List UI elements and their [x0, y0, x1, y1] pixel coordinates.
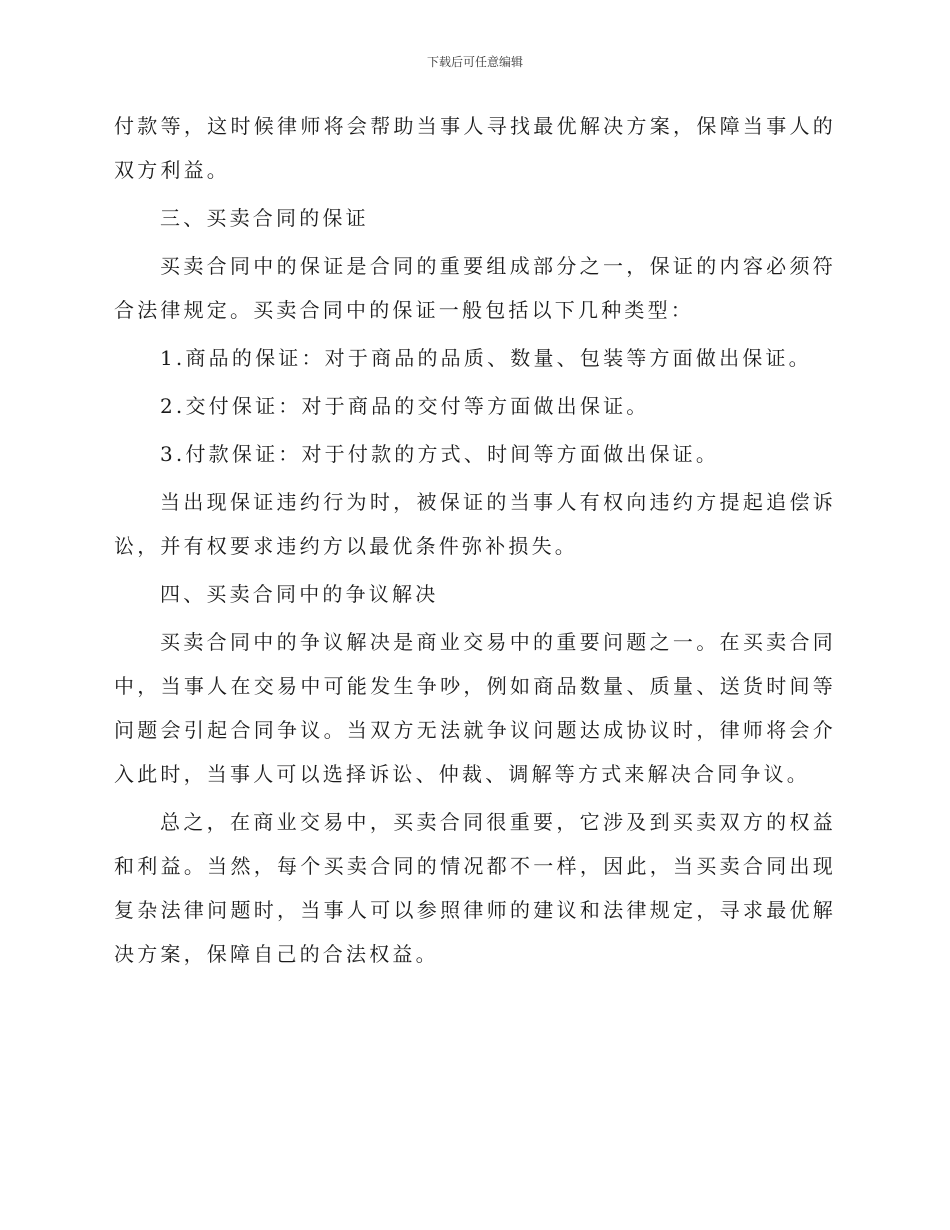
- paragraph-continuation: 付款等，这时候律师将会帮助当事人寻找最优解决方案，保障当事人的双方利益。: [114, 114, 836, 182]
- page-header: 下载后可任意编辑: [426, 55, 523, 69]
- paragraph-breach: 当出现保证违约行为时，被保证的当事人有权向违约方提起追偿诉讼，并有权要求违约方以最优条件弥补损失。: [114, 490, 836, 558]
- paragraph-conclusion: 总之，在商业交易中，买卖合同很重要，它涉及到买卖双方的权益和利益。当然，每个买卖合同的情况都不一样，因此，当买卖合同出现复杂法律问题时，当事人可以参照律师的建议和法律规定，寻求最优解决方案，保障自己的合法权益。: [114, 810, 836, 966]
- section-heading-dispute: 四、买卖合同中的争议解决: [160, 582, 439, 606]
- paragraph-dispute: 买卖合同中的争议解决是商业交易中的重要问题之一。在买卖合同中，当事人在交易中可能发生争吵，例如商品数量、质量、送货时间等问题会引起合同争议。当双方无法就争议问题达成协议时，律师将会介入此时，当事人可以选择诉讼、仲裁、调解等方式来解决合同争议。: [114, 630, 836, 786]
- list-item-goods-guarantee: 1.商品的保证：对于商品的品质、数量、包装等方面做出保证。: [160, 346, 812, 370]
- document-body: [114, 104, 836, 980]
- paragraph-guarantee-intro: 买卖合同中的保证是合同的重要组成部分之一，保证的内容必须符合法律规定。买卖合同中的保证一般包括以下几种类型：: [114, 254, 836, 322]
- list-item-payment-guarantee: 3.付款保证：对于付款的方式、时间等方面做出保证。: [160, 442, 720, 466]
- list-item-delivery-guarantee: 2.交付保证：对于商品的交付等方面做出保证。: [160, 394, 650, 418]
- section-heading-guarantee: 三、买卖合同的保证: [160, 206, 369, 230]
